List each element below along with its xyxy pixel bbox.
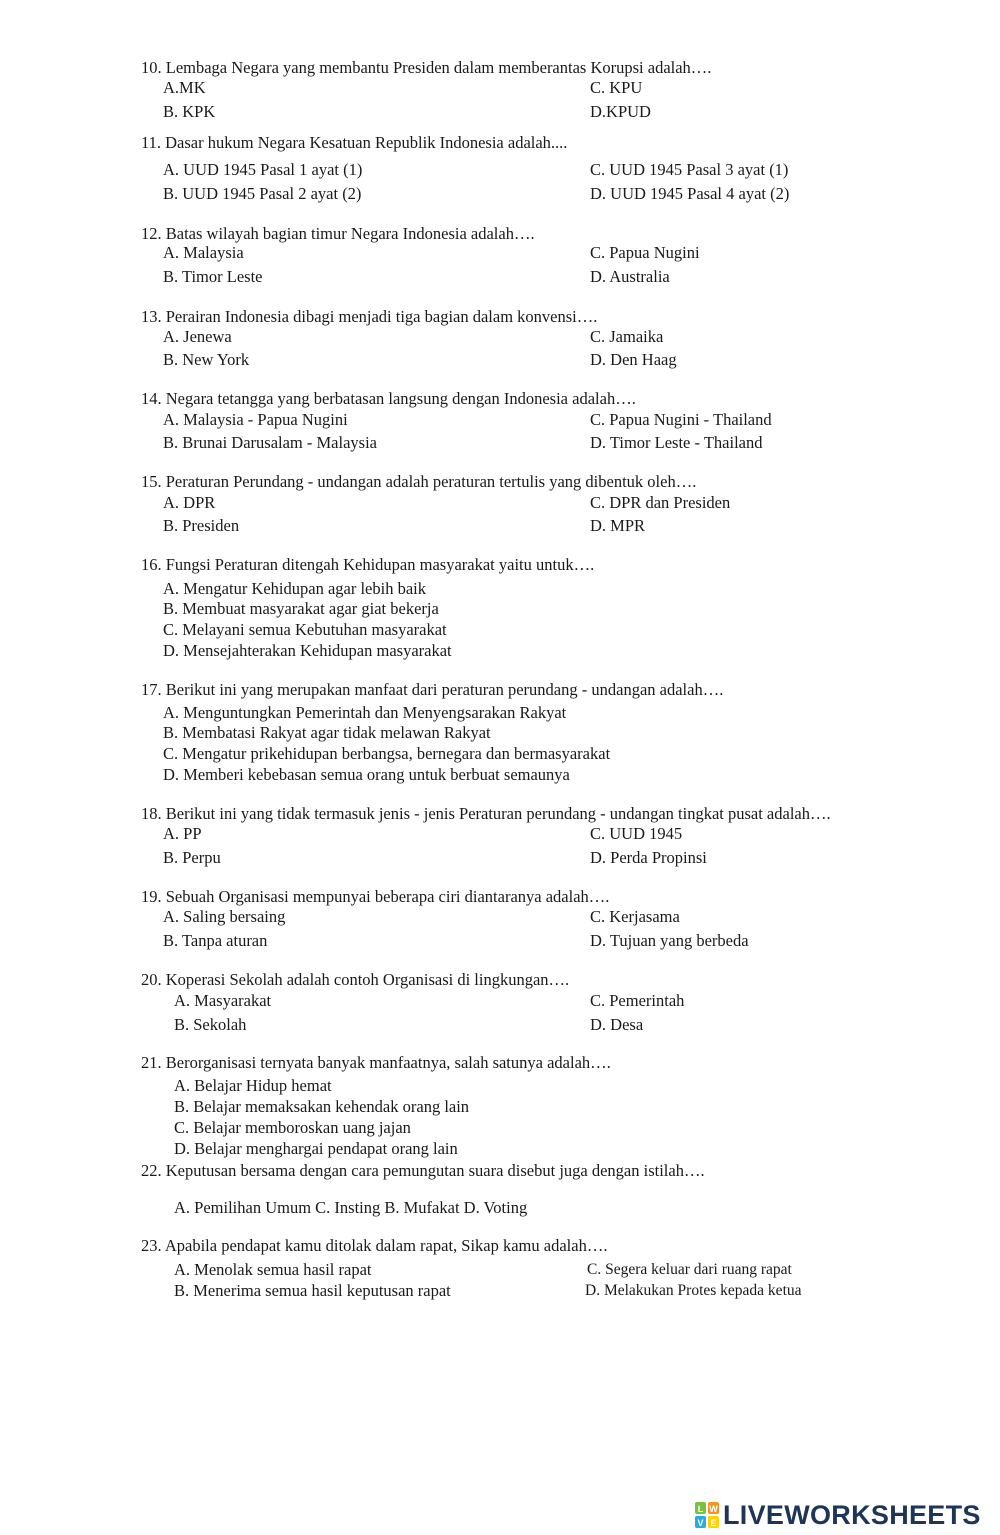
- question-21-option-b: B. Belajar memaksakan kehendak orang lain: [174, 1097, 470, 1116]
- question-23-option-b: B. Menerima semua hasil keputusan rapat: [174, 1281, 451, 1300]
- question-15-option-b: B. Presiden: [163, 516, 240, 535]
- question-19-option-a: A. Saling bersaing: [163, 907, 286, 926]
- question-15-option-d: D. MPR: [590, 516, 646, 535]
- question-13-stem: 13. Perairan Indonesia dibagi menjadi tiga bagian dalam konvensi….: [141, 307, 598, 326]
- question-18-option-a: A. PP: [163, 824, 202, 843]
- question-20-option-c: C. Pemerintah: [590, 991, 685, 1010]
- question-19-option-d: D. Tujuan yang berbeda: [590, 931, 749, 950]
- question-15-stem: 15. Peraturan Perundang - undangan adalah peraturan tertulis yang dibentuk oleh….: [141, 472, 697, 491]
- question-18-option-d: D. Perda Propinsi: [590, 848, 707, 867]
- question-19-option-c: C. Kerjasama: [590, 907, 680, 926]
- question-18-option-b: B. Perpu: [163, 848, 221, 867]
- question-21-option-d: D. Belajar menghargai pendapat orang lain: [174, 1139, 458, 1158]
- question-11-option-a: A. UUD 1945 Pasal 1 ayat (1): [163, 160, 363, 179]
- question-14-option-a: A. Malaysia - Papua Nugini: [163, 410, 348, 429]
- question-13-option-a: A. Jenewa: [163, 327, 232, 346]
- question-10-stem: 10. Lembaga Negara yang membantu Presiden dalam memberantas Korupsi adalah….: [141, 58, 712, 77]
- question-11-option-d: D. UUD 1945 Pasal 4 ayat (2): [590, 184, 790, 203]
- question-19-stem: 19. Sebuah Organisasi mempunyai beberapa ciri diantaranya adalah….: [141, 887, 610, 906]
- liveworksheets-logo-icon: [694, 1501, 720, 1529]
- liveworksheets-wordmark: LIVEWORKSHEETS: [723, 1499, 981, 1530]
- question-10-option-a: A.MK: [163, 78, 206, 97]
- question-20-option-d: D. Desa: [590, 1015, 644, 1034]
- question-17-option-b: B. Membatasi Rakyat agar tidak melawan Rakyat: [163, 723, 491, 742]
- question-13-option-d: D. Den Haag: [590, 350, 677, 369]
- question-17-option-a: A. Menguntungkan Pemerintah dan Menyengsarakan Rakyat: [163, 703, 567, 722]
- question-21-option-c: C. Belajar memboroskan uang jajan: [174, 1118, 411, 1137]
- question-21-option-a: A. Belajar Hidup hemat: [174, 1076, 332, 1095]
- question-14-option-d: D. Timor Leste - Thailand: [590, 433, 763, 452]
- question-13-option-c: C. Jamaika: [590, 327, 664, 346]
- question-16-option-c: C. Melayani semua Kebutuhan masyarakat: [163, 620, 447, 639]
- question-17-option-c: C. Mengatur prikehidupan berbangsa, bernegara dan bermasyarakat: [163, 744, 611, 763]
- svg-text:L: L: [697, 1504, 704, 1514]
- question-20-option-b: B. Sekolah: [174, 1015, 247, 1034]
- question-12-option-d: D. Australia: [590, 267, 670, 286]
- question-16-option-d: D. Mensejahterakan Kehidupan masyarakat: [163, 641, 452, 660]
- question-15-option-a: A. DPR: [163, 493, 216, 512]
- question-10-option-b: B. KPK: [163, 102, 216, 121]
- question-10-option-d: D.KPUD: [590, 102, 651, 121]
- question-23-option-a: A. Menolak semua hasil rapat: [174, 1260, 372, 1279]
- question-18-stem: 18. Berikut ini yang tidak termasuk jenis - jenis Peraturan perundang - undangan tingkat pusat adalah….: [141, 804, 831, 823]
- question-19-option-b: B. Tanpa aturan: [163, 931, 268, 950]
- question-11-option-b: B. UUD 1945 Pasal 2 ayat (2): [163, 184, 362, 203]
- question-22-options: A. Pemilihan Umum C. Insting B. Mufakat D. Voting: [174, 1198, 528, 1217]
- question-14-option-c: C. Papua Nugini - Thailand: [590, 410, 772, 429]
- svg-text:W: W: [709, 1504, 718, 1514]
- question-20-stem: 20. Koperasi Sekolah adalah contoh Organisasi di lingkungan….: [141, 970, 570, 989]
- question-21-stem: 21. Berorganisasi ternyata banyak manfaatnya, salah satunya adalah….: [141, 1053, 611, 1072]
- question-18-option-c: C. UUD 1945: [590, 824, 683, 843]
- question-13-option-b: B. New York: [163, 350, 250, 369]
- svg-text:E: E: [710, 1518, 717, 1528]
- question-15-option-c: C. DPR dan Presiden: [590, 493, 731, 512]
- question-23-option-c: C. Segera keluar dari ruang rapat: [587, 1261, 792, 1278]
- question-16-option-a: A. Mengatur Kehidupan agar lebih baik: [163, 579, 427, 598]
- question-12-option-c: C. Papua Nugini: [590, 243, 700, 262]
- question-12-option-b: B. Timor Leste: [163, 267, 263, 286]
- svg-text:V: V: [697, 1518, 704, 1528]
- question-17-stem: 17. Berikut ini yang merupakan manfaat dari peraturan perundang - undangan adalah….: [141, 680, 724, 699]
- question-16-option-b: B. Membuat masyarakat agar giat bekerja: [163, 599, 439, 618]
- question-23-stem: 23. Apabila pendapat kamu ditolak dalam rapat, Sikap kamu adalah….: [141, 1236, 608, 1255]
- question-20-option-a: A. Masyarakat: [174, 991, 272, 1010]
- question-10-option-c: C. KPU: [590, 78, 643, 97]
- question-23-option-d: D. Melakukan Protes kepada ketua: [585, 1282, 802, 1299]
- question-22-stem: 22. Keputusan bersama dengan cara pemungutan suara disebut juga dengan istilah….: [141, 1161, 705, 1180]
- question-16-stem: 16. Fungsi Peraturan ditengah Kehidupan masyarakat yaitu untuk….: [141, 555, 595, 574]
- question-14-option-b: B. Brunai Darusalam - Malaysia: [163, 433, 377, 452]
- question-17-option-d: D. Memberi kebebasan semua orang untuk berbuat semaunya: [163, 765, 570, 784]
- question-11-option-c: C. UUD 1945 Pasal 3 ayat (1): [590, 160, 789, 179]
- question-12-option-a: A. Malaysia: [163, 243, 244, 262]
- question-11-stem: 11. Dasar hukum Negara Kesatuan Republik Indonesia adalah....: [141, 133, 568, 152]
- question-12-stem: 12. Batas wilayah bagian timur Negara Indonesia adalah….: [141, 224, 535, 243]
- question-14-stem: 14. Negara tetangga yang berbatasan langsung dengan Indonesia adalah….: [141, 389, 636, 408]
- liveworksheets-brand: [694, 1499, 981, 1531]
